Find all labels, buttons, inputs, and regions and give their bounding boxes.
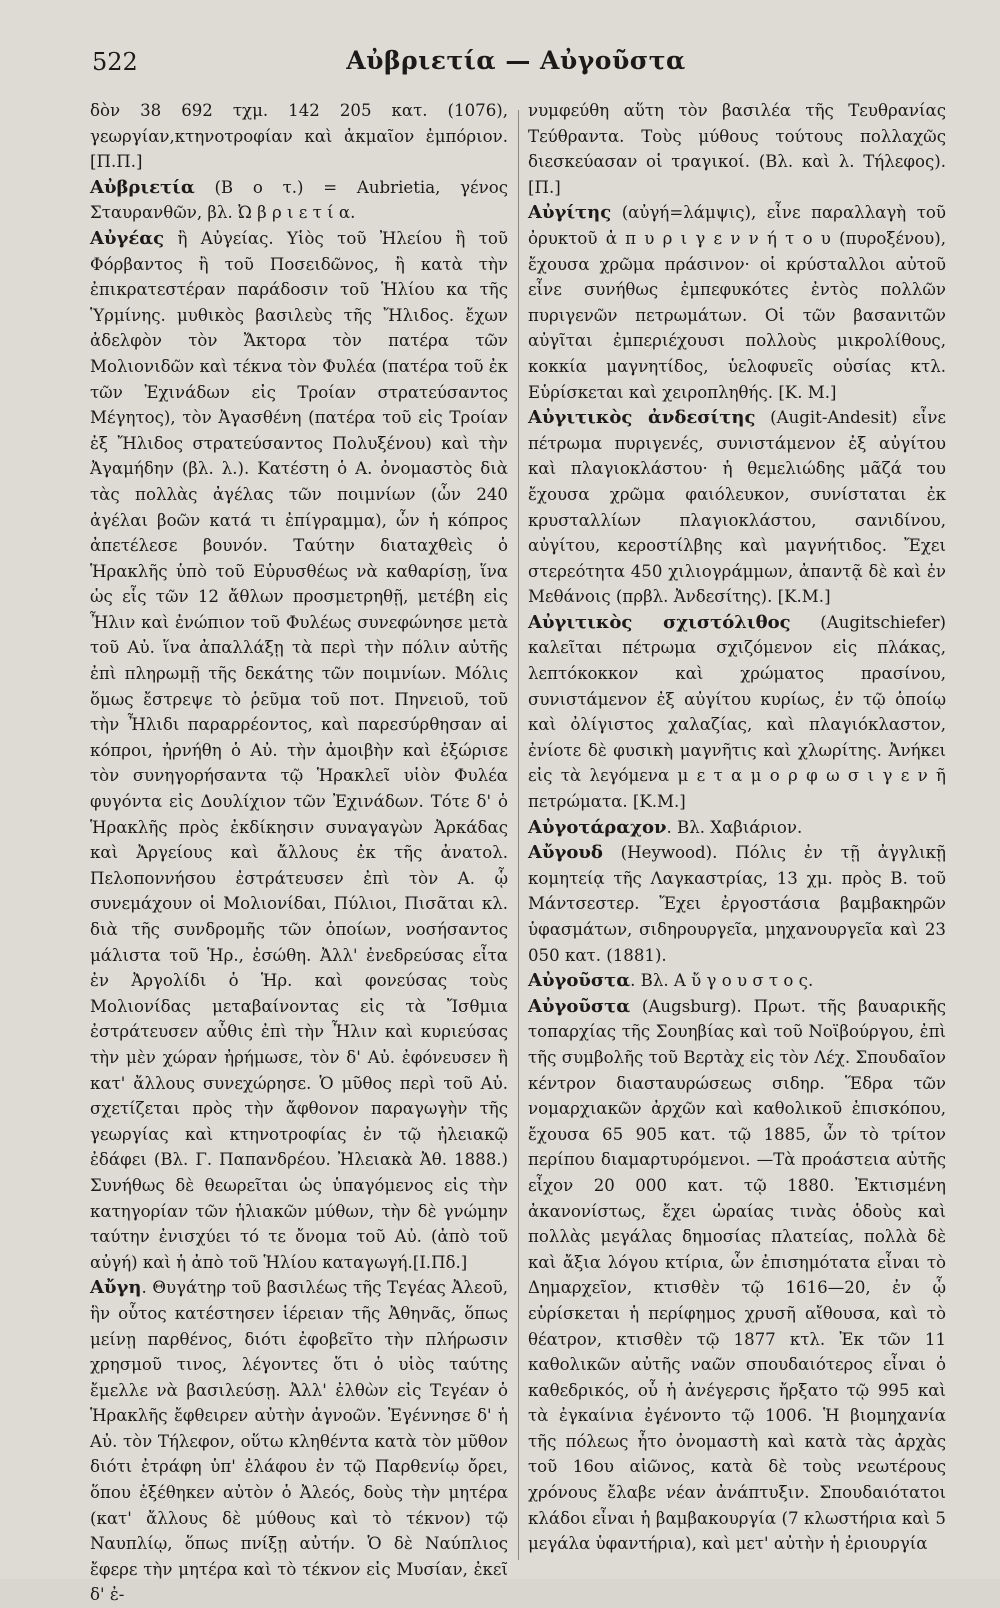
dictionary-entry (528, 98, 946, 200)
entry-headword: Αὐγιτικὸς σχιστόλιθος (528, 611, 791, 633)
entry-text: . Βλ. Χαβιάριον. (666, 817, 803, 837)
entry-headword: Αὐγοτάραχον (528, 816, 667, 838)
dictionary-entry (90, 1275, 508, 1608)
entry-headword: Αὐγοῦστα (528, 995, 631, 1017)
entry-text: (Heywood). Πόλις ἐν τῇ ἀγγλικῇ κομητείᾳ τῆς Λαγκαστρίας, 13 χμ. πρὸς Β. τοῦ Μάντσεστερ. Ἔχει ἐργοστάσια βαμβακηρῶν ὑφασμάτων, σιδηρουργεῖα, μηχανουργεῖα καὶ 23 050 κατ. (1881). (528, 843, 946, 965)
dictionary-entry (528, 968, 946, 994)
dictionary-entry (528, 610, 946, 815)
entry-headword: Αὐγίτης (528, 202, 612, 224)
page-number: 522 (92, 48, 138, 76)
page-header (92, 44, 940, 84)
dictionary-entry (528, 815, 946, 841)
entry-text: (αὐγή=λάμψις), εἶνε παραλλαγὴ τοῦ ὀρυκτοῦ ἀ π υ ρ ι γ ε ν ν ή τ ο υ (πυροξένου), ἔχουσα χρῶμα πράσινον· οἱ κρύσταλλοι αὐτοῦ εἶνε συνήθως ἐμπεφυκότες ἐντὸς πολλῶν πυριγενῶν πετρωμάτων. Οἱ τῶν βασανιτῶν αὐγῖται ἐμπεριέχουσι πολλοὺς μικρολίθους, κοκκία μαγνητίδος, ὑελοφυεῖς οὐσίας κτλ. Εὑρίσκεται καὶ χειροπληθής. [Κ. Μ.] (528, 203, 946, 402)
entry-text: (Augsburg). Πρωτ. τῆς βαυαρικῆς τοπαρχίας τῆς Σουηβίας καὶ τοῦ Νοϊβούργου, ἐπὶ τῆς συμβολῆς τοῦ Βερτὰχ εἰς τὸν Λέχ. Σπουδαῖον κέντρον διασταυρώσεως σιδηρ. Ἕδρα τῶν νομαρχιακῶν ἀρχῶν καὶ καθολικοῦ ἐπισκόπου, ἔχουσα 65 905 κατ. τῷ 1885, ὧν τὸ τρίτον περίπου διαμαρτυρόμενοι. —Τὰ προάστεια αὐτῆς εἶχον 20 000 κατ. τῷ 1880. Ἐκτισμένη ἀκανονίστως, ἔχει ὡραίας τινὰς ὁδοὺς καὶ πολλὰς μεγάλας δημοσίας πλατείας, πολλὰ δὲ καὶ ἄξια λόγου κτίρια, ὧν ἐπισημότατα εἶναι τὸ Δημαρχεῖον, κτισθὲν τῷ 1616—20, ἐν ᾧ εὑρίσκεται ἡ περίφημος χρυσῆ αἴθουσα, καὶ τὸ θέατρον, κτισθὲν τῷ 1877 κτλ. Ἐκ τῶν 11 καθολικῶν αὐτῆς ναῶν σπουδαιότερος εἶναι ὁ καθεδρικός, οὗ ἡ ἀνέγερσις ἤρξατο τῷ 995 καὶ τὰ ἐγκαίνια ἐγένοντο τῷ 1006. Ἡ βιομηχανία τῆς πόλεως ἦτο ὀνομαστὴ καὶ κατὰ τὰς ἀρχὰς τοῦ 16ου αἰῶνος, κατὰ δὲ τοὺς νεωτέρους χρόνους ἔλαβε νέαν ἀνάπτυξιν. Σπουδαιότατοι κλάδοι εἶναι ἡ βαμβακουργία (7 κλωστήρια καὶ 5 μεγάλα ὑφαντήρια), καὶ μετ' αὐτὴν ἡ ἐριουργία (528, 996, 946, 1554)
entry-headword: Αὔγουδ (528, 842, 603, 864)
entry-text: (Augitschiefer) καλεῖται πέτρωμα σχιζόμενον εἰς πλάκας, λεπτόκοκκον καὶ χρώματος πρασίνου, συνιστάμενον ἐξ αὐγίτου κυρίως, ἐν τῷ ὁποίῳ καὶ ὀλίγιστος χαλαζίας, καὶ πλαγιόκλαστον, ἐνίοτε δὲ φυσικὴ μαγνῆτις καὶ χλωρίτης. Ἀνήκει εἰς τὰ λεγόμενα μ ε τ α μ ο ρ φ ω σ ι γ ε ν ῆ πετρώματα. [Κ.Μ.] (528, 612, 946, 812)
dictionary-entry (90, 98, 508, 175)
dictionary-entry (528, 840, 946, 968)
left-column (90, 98, 508, 1608)
column-divider (518, 110, 519, 1560)
entry-headword: Αὐγοῦστα (528, 970, 631, 992)
entry-text: ἢ Αὐγείας. Υἱὸς τοῦ Ἠλείου ἢ τοῦ Φόρβαντος ἢ τοῦ Ποσειδῶνος, ἢ κατὰ τὴν ἐπικρατεστέραν παράδοσιν τοῦ Ἡλίου κα τῆς Ὑρμίνης. μυθικὸς βασιλεὺς τῆς Ἤλιδος. ἔχων ἀδελφὸν τὸν Ἄκτορα τὸν πατέρα τῶν Μολιονιδῶν καὶ τέκνα τὸν Φυλέα (πατέρα τοῦ ἐκ τῶν Ἐχινάδων εἰς Τροίαν στρατεύσαντος Μέγητος), τὸν Ἀγασθένη (πατέρα τοῦ εἰς Τροίαν ἐξ Ἤλιδος στρατεύσαντος Πολυξένου) καὶ τὴν Ἀγαμήδην (βλ. λ.). Κατέστη ὁ Α. ὀνομαστὸς διὰ τὰς πολλὰς ἀγέλας τῶν ποιμνίων (ὧν 240 ἀγέλαι βοῶν κατά τι ἐπίγραμμα), ὧν ἡ κόπρος ἀπετέλεσε βουνόν. Ταύτην διαταχθεὶς ὁ Ἡρακλῆς ὑπὸ τοῦ Εὐρυσθέως νὰ καθαρίσῃ, ἵνα ὡς εἷς τῶν 12 ἄθλων προσμετρηθῇ, μετέβη εἰς Ἦλιν καὶ ἐνώπιον τοῦ Φυλέως συνεφώνησε μετὰ τοῦ Αὐ. ἵνα ἀπαλλάξῃ τὰ περὶ τὴν πόλιν αὐτῆς ἐπὶ πληρωμῇ τῆς δεκάτης τῶν ποιμνίων. Μόλις ὅμως ἔστρεψε τὸ ῥεῦμα τοῦ ποτ. Πηνειοῦ, τοῦ τὴν Ἦλιδι παραρρέοντος, καὶ παρεσύρθησαν αἱ κόπροι, ἠρνήθη ὁ Αὐ. τὴν ἀμοιβὴν καὶ ἐξώρισε τὸν συνηγορήσαντα τῷ Ἡρακλεῖ υἱὸν Φυλέα φυγόντα εἰς Δουλίχιον τῶν Ἐχινάδων. Τότε δ' ὁ Ἡρακλῆς πρὸς ἐκδίκησιν συναγαγὼν Ἀρκάδας καὶ Ἀργείους καὶ ἄλλους ἐκ τῆς ἀνατολ. Πελοποννήσου ἐστράτευσεν ἐπὶ τὸν Α. ᾧ συνεμάχουν οἱ Μολιονίδαι, Πύλιοι, Πισᾶται κλ. διὰ τῆς συνδρομῆς τῶν ὁποίων, νοσήσαντος μάλιστα τοῦ Ἡρ., ἐσώθη. Ἀλλ' ἐνεδρεύσας εἶτα ἐν Ἀργολίδι ὁ Ἡρ. καὶ φονεύσας τοὺς Μολιονίδας μεταβαίνοντας εἰς τὰ Ἴσθμια ἐστράτευσεν αὖθις ἐπὶ τὴν Ἦλιν καὶ κυριεύσας τὴν μὲν χώραν ἠρήμωσε, τὸν δ' Αὐ. ἐφόνευσεν ἢ κατ' ἄλλους συνεχώρησε. Ὁ μῦθος περὶ τοῦ Αὐ. σχετίζεται πρὸς τὴν ἄφθονον παραγωγὴν τῆς γεωργίας καὶ κτηνοτροφίας ἐν τῷ ἠλειακῷ ἐδάφει (Βλ. Γ. Παπανδρέου. Ἠλειακὰ Ἀθ. 1888.) Συνήθως δὲ θεωρεῖται ὡς ὑπαγόμενος εἰς τὴν κατηγορίαν τῶν ἡλιακῶν μύθων, τὴν δὲ γνώμην ταύτην ἐνισχύει τό τε ὄνομα τοῦ Αὐ. (ἀπὸ τοῦ αὐγή) καὶ ἡ ἀπὸ τοῦ Ἡλίου καταγωγή.[Ι.Πδ.] (90, 228, 508, 1272)
entry-text: (Β ο τ.) = Aubrietia, γένος Σταυρανθῶν, βλ. Ὠ β ρ ι ε τ ί α. (90, 177, 508, 223)
entry-text: . Βλ. Α ὔ γ ο υ σ τ ο ς. (630, 971, 814, 991)
dictionary-entry (90, 175, 508, 226)
dictionary-entry (90, 226, 508, 1275)
entry-headword: Αὐγιτικὸς ἀνδεσίτης (528, 407, 756, 429)
entry-text: νυμφεύθη αὕτη τὸν βασιλέα τῆς Τευθρανίας Τεύθραντα. Τοὺς μύθους τούτους πολλαχῶς διεσκεύασαν οἱ τραγικοί. (Βλ. καὶ λ. Τήλεφος). [Π.] (528, 101, 946, 197)
entry-headword: Αὐβριετία (90, 176, 195, 198)
running-title: Αὐβριετία — Αὐγοῦστα (346, 46, 686, 75)
entry-text: . Θυγάτηρ τοῦ βασιλέως τῆς Τεγέας Ἀλεοῦ, ἣν οὗτος κατέστησεν ἱέρειαν τῆς Ἀθηνᾶς, ὅπως μείνῃ παρθένος, διότι ἐφοβεῖτο τὴν πλήρωσιν χρησμοῦ τινος, λέγοντες ὅτι ὁ υἱὸς ταύτης ἔμελλε νὰ βασιλεύσῃ. Ἀλλ' ἐλθὼν εἰς Τεγέαν ὁ Ἡρακλῆς ἔφθειρεν αὐτὴν ἀγνοῶν. Ἐγέννησε δ' ἡ Αὐ. τὸν Τήλεφον, οὕτω κληθέντα κατὰ τὸν μῦθον διότι ἐτράφη ὑπ' ἐλάφου ἐν τῷ Παρθενίῳ ὄρει, ὅπου ἐξέθηκεν αὐτὸν ὁ Ἀλεός, δοὺς τὴν μητέρα (κατ' ἄλλους δὲ μύθους καὶ τὸ τέκνον) τῷ Ναυπλίῳ, ὅπως πνίξῃ αὐτήν. Ὁ δὲ Ναύπλιος ἔφερε τὴν μητέρα καὶ τὸ τέκνον εἰς Μυσίαν, ἐκεῖ δ' ἐ- (90, 1278, 508, 1605)
dictionary-entry (528, 200, 946, 405)
entry-text: δὸν 38 692 τχμ. 142 205 κατ. (1076), γεωργίαν,κτηνοτροφίαν καὶ ἀκμαῖον ἐμπόριον.[Π.Π.] (90, 101, 508, 172)
right-column (528, 98, 946, 1557)
entry-headword: Αὔγη (90, 1277, 142, 1299)
dictionary-entry (528, 994, 946, 1557)
entry-headword: Αὐγέας (90, 227, 165, 249)
entry-text: (Augit-Andesit) εἶνε πέτρωμα πυριγενές, συνιστάμενον ἐξ αὐγίτου καὶ πλαγιοκλάστου· ἡ θεμελιώδης μᾶζά του ἔχουσα χρῶμα φαιόλευκον, συνίσταται ἐκ κρυσταλλίων πλαγιοκλάστου, σανιδίνου, αὐγίτου, κεροστίλβης καὶ μαγνήτιδος. Ἔχει στερεότητα 450 χιλιογράμμων, ἀπαντᾷ δὲ καὶ ἐν Μεθάνοις (πρβλ. Ἀνδεσίτης). [Κ.Μ.] (528, 408, 947, 607)
dictionary-entry (528, 405, 946, 610)
